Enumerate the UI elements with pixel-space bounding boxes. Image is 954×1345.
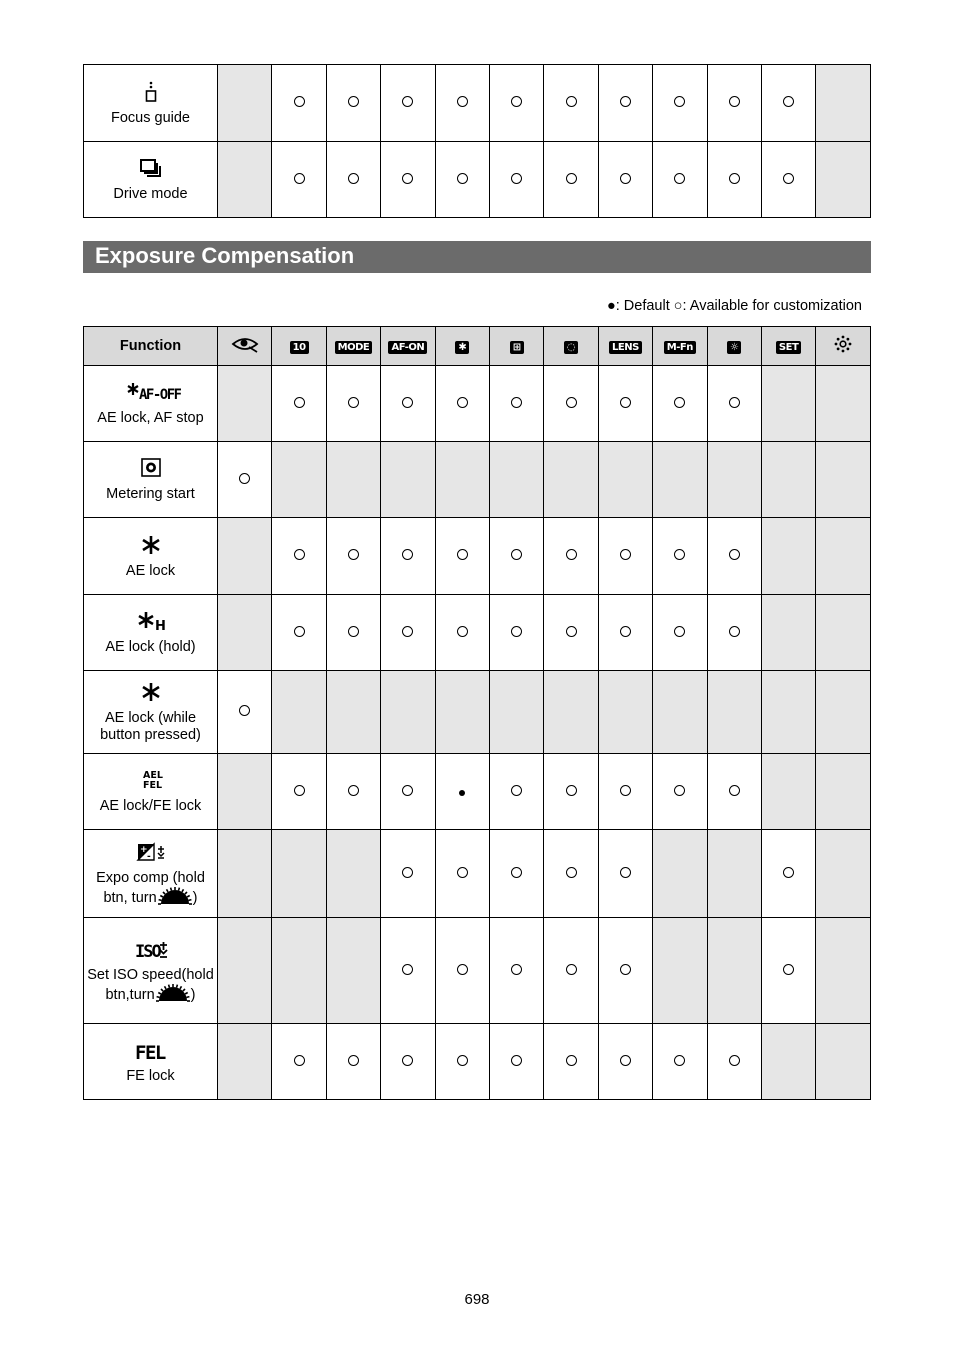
- expo-comp-icon: [84, 840, 217, 864]
- availability-cell: [435, 65, 489, 142]
- page-number: 698: [464, 1291, 490, 1308]
- available-mark: [729, 626, 740, 637]
- function-cell: [84, 918, 218, 1024]
- available-mark: [674, 626, 685, 637]
- availability-cell: [761, 918, 815, 1024]
- available-mark: [674, 173, 685, 184]
- availability-cell: [707, 65, 761, 142]
- available-mark: [348, 96, 359, 107]
- header-button-cell: [218, 327, 272, 366]
- availability-cell: [653, 754, 707, 830]
- available-mark: [511, 96, 522, 107]
- availability-cell: [489, 595, 543, 671]
- availability-cell: [544, 518, 598, 595]
- availability-cell: [381, 1024, 435, 1100]
- unavailable-cell: [598, 442, 652, 518]
- unavailable-cell: [761, 518, 815, 595]
- unavailable-cell: [761, 442, 815, 518]
- availability-cell: [326, 65, 380, 142]
- table-row: [84, 918, 871, 1024]
- available-mark: [457, 964, 468, 975]
- available-mark: [566, 867, 577, 878]
- availability-cell: [544, 142, 598, 218]
- function-label-end: ): [190, 987, 196, 1003]
- availability-cell: [435, 518, 489, 595]
- available-mark: [729, 1055, 740, 1066]
- focus-guide-icon: [84, 80, 217, 104]
- available-mark: [566, 626, 577, 637]
- availability-cell: [489, 65, 543, 142]
- unavailable-cell: [653, 830, 707, 918]
- metering-start-icon: [84, 456, 217, 480]
- unavailable-cell: [544, 442, 598, 518]
- function-label: AE lock, AF stop: [97, 410, 204, 426]
- availability-cell: [381, 754, 435, 830]
- legend: ●: Default ○: Available for customization: [606, 298, 862, 314]
- function-cell: [84, 442, 218, 518]
- availability-cell: [653, 366, 707, 442]
- function-label: AE lock (while button pressed): [100, 710, 201, 743]
- unavailable-cell: [218, 754, 272, 830]
- availability-cell: [381, 518, 435, 595]
- available-mark: [620, 867, 631, 878]
- availability-cell: [707, 366, 761, 442]
- availability-cell: [707, 142, 761, 218]
- unavailable-cell: [816, 671, 870, 754]
- available-mark: [511, 626, 522, 637]
- function-label: Set ISO speed(hold btn,turn: [87, 967, 214, 1003]
- unavailable-cell: [326, 442, 380, 518]
- unavailable-cell: [707, 830, 761, 918]
- unavailable-cell: [816, 65, 870, 142]
- availability-cell: [653, 595, 707, 671]
- main-dial-icon: [155, 984, 191, 1002]
- header-function: Function: [84, 327, 218, 366]
- ae-lock-while-pressed-icon: [84, 680, 217, 704]
- available-mark: [294, 96, 305, 107]
- availability-cell: [598, 518, 652, 595]
- available-mark: [783, 964, 794, 975]
- available-mark: [457, 626, 468, 637]
- availability-cell: [598, 1024, 652, 1100]
- availability-cell: [598, 918, 652, 1024]
- function-cell: [84, 595, 218, 671]
- unavailable-cell: [489, 671, 543, 754]
- function-cell: [84, 671, 218, 754]
- available-mark: [783, 173, 794, 184]
- available-mark: [511, 1055, 522, 1066]
- unavailable-cell: [435, 671, 489, 754]
- availability-cell: [707, 1024, 761, 1100]
- availability-cell: [707, 754, 761, 830]
- available-mark: [294, 785, 305, 796]
- availability-cell: [489, 366, 543, 442]
- availability-cell: [272, 366, 326, 442]
- availability-cell: [544, 366, 598, 442]
- fe-lock-icon: [84, 1038, 217, 1062]
- availability-cell: [598, 65, 652, 142]
- available-mark: [348, 626, 359, 637]
- available-mark: [566, 549, 577, 560]
- table-row: [84, 595, 871, 671]
- available-mark: [674, 397, 685, 408]
- header-button-cell: [489, 327, 543, 366]
- availability-cell: [435, 754, 489, 830]
- unavailable-cell: [218, 830, 272, 918]
- unavailable-cell: [272, 442, 326, 518]
- available-mark: [239, 705, 250, 716]
- availability-cell: [489, 830, 543, 918]
- unavailable-cell: [761, 671, 815, 754]
- unavailable-cell: [761, 595, 815, 671]
- unavailable-cell: [816, 918, 870, 1024]
- eye-sensor-icon: [231, 341, 259, 357]
- availability-cell: [489, 142, 543, 218]
- available-mark: [566, 785, 577, 796]
- availability-cell: [761, 142, 815, 218]
- function-cell: [84, 830, 218, 918]
- unavailable-cell: [707, 918, 761, 1024]
- available-mark: [674, 1055, 685, 1066]
- top-function-table: [83, 64, 871, 218]
- header-button-cell: [653, 327, 707, 366]
- availability-cell: [381, 142, 435, 218]
- availability-cell: [653, 1024, 707, 1100]
- unavailable-cell: [435, 442, 489, 518]
- function-label: FE lock: [126, 1068, 175, 1084]
- availability-cell: [326, 1024, 380, 1100]
- availability-cell: [381, 830, 435, 918]
- available-mark: [402, 549, 413, 560]
- available-mark: [348, 1055, 359, 1066]
- available-mark: [511, 549, 522, 560]
- unavailable-cell: [761, 754, 815, 830]
- availability-cell: [544, 1024, 598, 1100]
- header-button-cell: [326, 327, 380, 366]
- availability-cell: [272, 142, 326, 218]
- table-row: [84, 142, 871, 218]
- lens-button-icon: LENS: [609, 341, 642, 354]
- unavailable-cell: [326, 918, 380, 1024]
- multi-controller-icon: [834, 341, 852, 357]
- available-mark: [566, 397, 577, 408]
- table-row: [84, 442, 871, 518]
- unavailable-cell: [816, 442, 870, 518]
- available-mark: [729, 173, 740, 184]
- drive-mode-icon: [84, 156, 217, 180]
- unavailable-cell: [381, 671, 435, 754]
- available-mark: [674, 96, 685, 107]
- header-button-cell: [272, 327, 326, 366]
- function-cell: [84, 1024, 218, 1100]
- header-button-cell: [435, 327, 489, 366]
- available-mark: [674, 549, 685, 560]
- table-row: [84, 65, 871, 142]
- svg-text:FEL: FEL: [134, 1042, 165, 1062]
- availability-cell: [435, 595, 489, 671]
- svg-text:-: -: [146, 852, 151, 862]
- availability-cell: [326, 518, 380, 595]
- available-mark: [620, 1055, 631, 1066]
- availability-cell: [598, 142, 652, 218]
- unavailable-cell: [816, 142, 870, 218]
- header-button-cell: [598, 327, 652, 366]
- m-fn-button-icon: M-Fn: [664, 341, 696, 354]
- svg-text:AEL: AEL: [142, 770, 163, 781]
- availability-cell: [544, 918, 598, 1024]
- available-mark: [620, 964, 631, 975]
- availability-cell: [653, 518, 707, 595]
- availability-cell: [326, 366, 380, 442]
- available-mark: [348, 785, 359, 796]
- unavailable-cell: [816, 518, 870, 595]
- available-mark: [402, 867, 413, 878]
- available-mark: [348, 173, 359, 184]
- unavailable-cell: [653, 918, 707, 1024]
- available-mark: [620, 785, 631, 796]
- function-label: Drive mode: [113, 186, 188, 202]
- availability-cell: [489, 918, 543, 1024]
- table-row: [84, 671, 871, 754]
- availability-cell: [544, 595, 598, 671]
- set-button-icon: SET: [776, 341, 801, 354]
- svg-text:H: H: [154, 619, 166, 633]
- available-mark: [457, 96, 468, 107]
- availability-cell: [218, 671, 272, 754]
- unavailable-cell: [326, 671, 380, 754]
- unavailable-cell: [218, 65, 272, 142]
- af-on-button-icon: AF-ON: [388, 341, 427, 354]
- unavailable-cell: [489, 442, 543, 518]
- available-mark: [566, 1055, 577, 1066]
- available-mark: [511, 964, 522, 975]
- ae-lock-icon: [84, 533, 217, 557]
- availability-cell: [381, 595, 435, 671]
- available-mark: [402, 1055, 413, 1066]
- dof-preview-button-icon: ◌: [564, 341, 578, 354]
- ae-lock-af-off-icon: [84, 380, 217, 404]
- header-button-cell: [381, 327, 435, 366]
- unavailable-cell: [218, 595, 272, 671]
- availability-cell: [381, 918, 435, 1024]
- available-mark: [511, 785, 522, 796]
- availability-cell: [435, 142, 489, 218]
- available-mark: [457, 173, 468, 184]
- availability-cell: [272, 754, 326, 830]
- availability-cell: [653, 65, 707, 142]
- availability-cell: [272, 595, 326, 671]
- unavailable-cell: [707, 671, 761, 754]
- unavailable-cell: [272, 671, 326, 754]
- ae-lock-button-icon: ✱: [455, 341, 469, 354]
- available-mark: [729, 397, 740, 408]
- available-mark: [566, 96, 577, 107]
- available-mark: [402, 96, 413, 107]
- function-label: Expo comp (hold btn, turn: [96, 870, 205, 906]
- available-mark: [620, 549, 631, 560]
- availability-cell: [707, 518, 761, 595]
- available-mark: [294, 397, 305, 408]
- availability-cell: [435, 366, 489, 442]
- availability-cell: [272, 65, 326, 142]
- unavailable-cell: [218, 366, 272, 442]
- function-label: AE lock (hold): [105, 639, 196, 655]
- availability-cell: [435, 1024, 489, 1100]
- available-mark: [457, 1055, 468, 1066]
- svg-text:FEL: FEL: [142, 780, 162, 791]
- ae-lock-hold-icon: [84, 609, 217, 633]
- availability-cell: [761, 830, 815, 918]
- unavailable-cell: [816, 830, 870, 918]
- availability-cell: [435, 918, 489, 1024]
- unavailable-cell: [218, 142, 272, 218]
- available-mark: [457, 867, 468, 878]
- availability-cell: [598, 830, 652, 918]
- availability-cell: [707, 595, 761, 671]
- function-label-end: ): [192, 890, 198, 906]
- unavailable-cell: [326, 830, 380, 918]
- unavailable-cell: [653, 671, 707, 754]
- available-mark: [348, 549, 359, 560]
- available-mark: [620, 626, 631, 637]
- available-mark: [402, 397, 413, 408]
- function-cell: [84, 142, 218, 218]
- default-mark: [459, 790, 465, 796]
- unavailable-cell: [272, 830, 326, 918]
- available-mark: [783, 96, 794, 107]
- ael-fel-icon: [84, 768, 217, 792]
- function-label: AE lock/FE lock: [99, 798, 202, 814]
- available-mark: [620, 96, 631, 107]
- unavailable-cell: [653, 442, 707, 518]
- available-mark: [402, 964, 413, 975]
- function-label: Metering start: [106, 486, 195, 502]
- availability-cell: [489, 518, 543, 595]
- table-row: [84, 518, 871, 595]
- available-mark: [402, 173, 413, 184]
- unavailable-cell: [761, 366, 815, 442]
- function-cell: [84, 366, 218, 442]
- available-mark: [511, 173, 522, 184]
- table-row: [84, 1024, 871, 1100]
- table-row: [84, 754, 871, 830]
- available-mark: [566, 964, 577, 975]
- unavailable-cell: [598, 671, 652, 754]
- button-10-icon: 10: [290, 341, 309, 354]
- unavailable-cell: [816, 1024, 870, 1100]
- availability-cell: [218, 442, 272, 518]
- header-button-cell: [544, 327, 598, 366]
- illumination-button-icon: ☼: [727, 341, 741, 354]
- availability-cell: [761, 65, 815, 142]
- available-mark: [729, 549, 740, 560]
- unavailable-cell: [218, 518, 272, 595]
- unavailable-cell: [816, 754, 870, 830]
- availability-cell: [598, 754, 652, 830]
- svg-text:+: +: [139, 845, 148, 855]
- available-mark: [294, 626, 305, 637]
- available-mark: [620, 173, 631, 184]
- function-cell: [84, 754, 218, 830]
- header-button-cell: [761, 327, 815, 366]
- available-mark: [674, 785, 685, 796]
- svg-text:ISO: ISO: [134, 942, 160, 961]
- availability-cell: [598, 366, 652, 442]
- available-mark: [620, 397, 631, 408]
- section-title: Exposure Compensation: [83, 241, 871, 273]
- available-mark: [783, 867, 794, 878]
- availability-cell: [381, 65, 435, 142]
- available-mark: [729, 785, 740, 796]
- unavailable-cell: [816, 595, 870, 671]
- availability-cell: [544, 830, 598, 918]
- available-mark: [402, 785, 413, 796]
- table-row: [84, 830, 871, 918]
- unavailable-cell: [218, 1024, 272, 1100]
- availability-cell: [544, 65, 598, 142]
- availability-cell: [544, 754, 598, 830]
- mode-button-icon: MODE: [335, 341, 373, 354]
- available-mark: [511, 397, 522, 408]
- unavailable-cell: [272, 918, 326, 1024]
- availability-cell: [489, 754, 543, 830]
- function-cell: [84, 518, 218, 595]
- availability-cell: [435, 830, 489, 918]
- availability-cell: [598, 595, 652, 671]
- available-mark: [566, 173, 577, 184]
- unavailable-cell: [707, 442, 761, 518]
- unavailable-cell: [761, 1024, 815, 1100]
- af-point-button-icon: ⊞: [510, 341, 524, 354]
- table-row: [84, 366, 871, 442]
- available-mark: [457, 397, 468, 408]
- availability-cell: [326, 595, 380, 671]
- available-mark: [511, 867, 522, 878]
- available-mark: [294, 173, 305, 184]
- available-mark: [402, 626, 413, 637]
- function-label: Focus guide: [111, 109, 190, 126]
- available-mark: [729, 96, 740, 107]
- available-mark: [294, 1055, 305, 1066]
- availability-cell: [272, 1024, 326, 1100]
- availability-cell: [326, 754, 380, 830]
- header-button-cell: [816, 327, 870, 366]
- main-dial-icon: [157, 887, 193, 905]
- unavailable-cell: [218, 918, 272, 1024]
- availability-cell: [653, 142, 707, 218]
- available-mark: [348, 397, 359, 408]
- availability-cell: [489, 1024, 543, 1100]
- svg-text:AF-OFF: AF-OFF: [138, 387, 181, 403]
- function-label: AE lock: [125, 562, 176, 579]
- availability-cell: [381, 366, 435, 442]
- unavailable-cell: [816, 366, 870, 442]
- unavailable-cell: [544, 671, 598, 754]
- custom-controls-table: [83, 326, 871, 1100]
- availability-cell: [272, 518, 326, 595]
- available-mark: [294, 549, 305, 560]
- header-button-cell: [707, 327, 761, 366]
- available-mark: [239, 473, 250, 484]
- unavailable-cell: [381, 442, 435, 518]
- iso-speed-icon: [84, 937, 217, 961]
- function-cell: [84, 65, 218, 142]
- available-mark: [457, 549, 468, 560]
- availability-cell: [326, 142, 380, 218]
